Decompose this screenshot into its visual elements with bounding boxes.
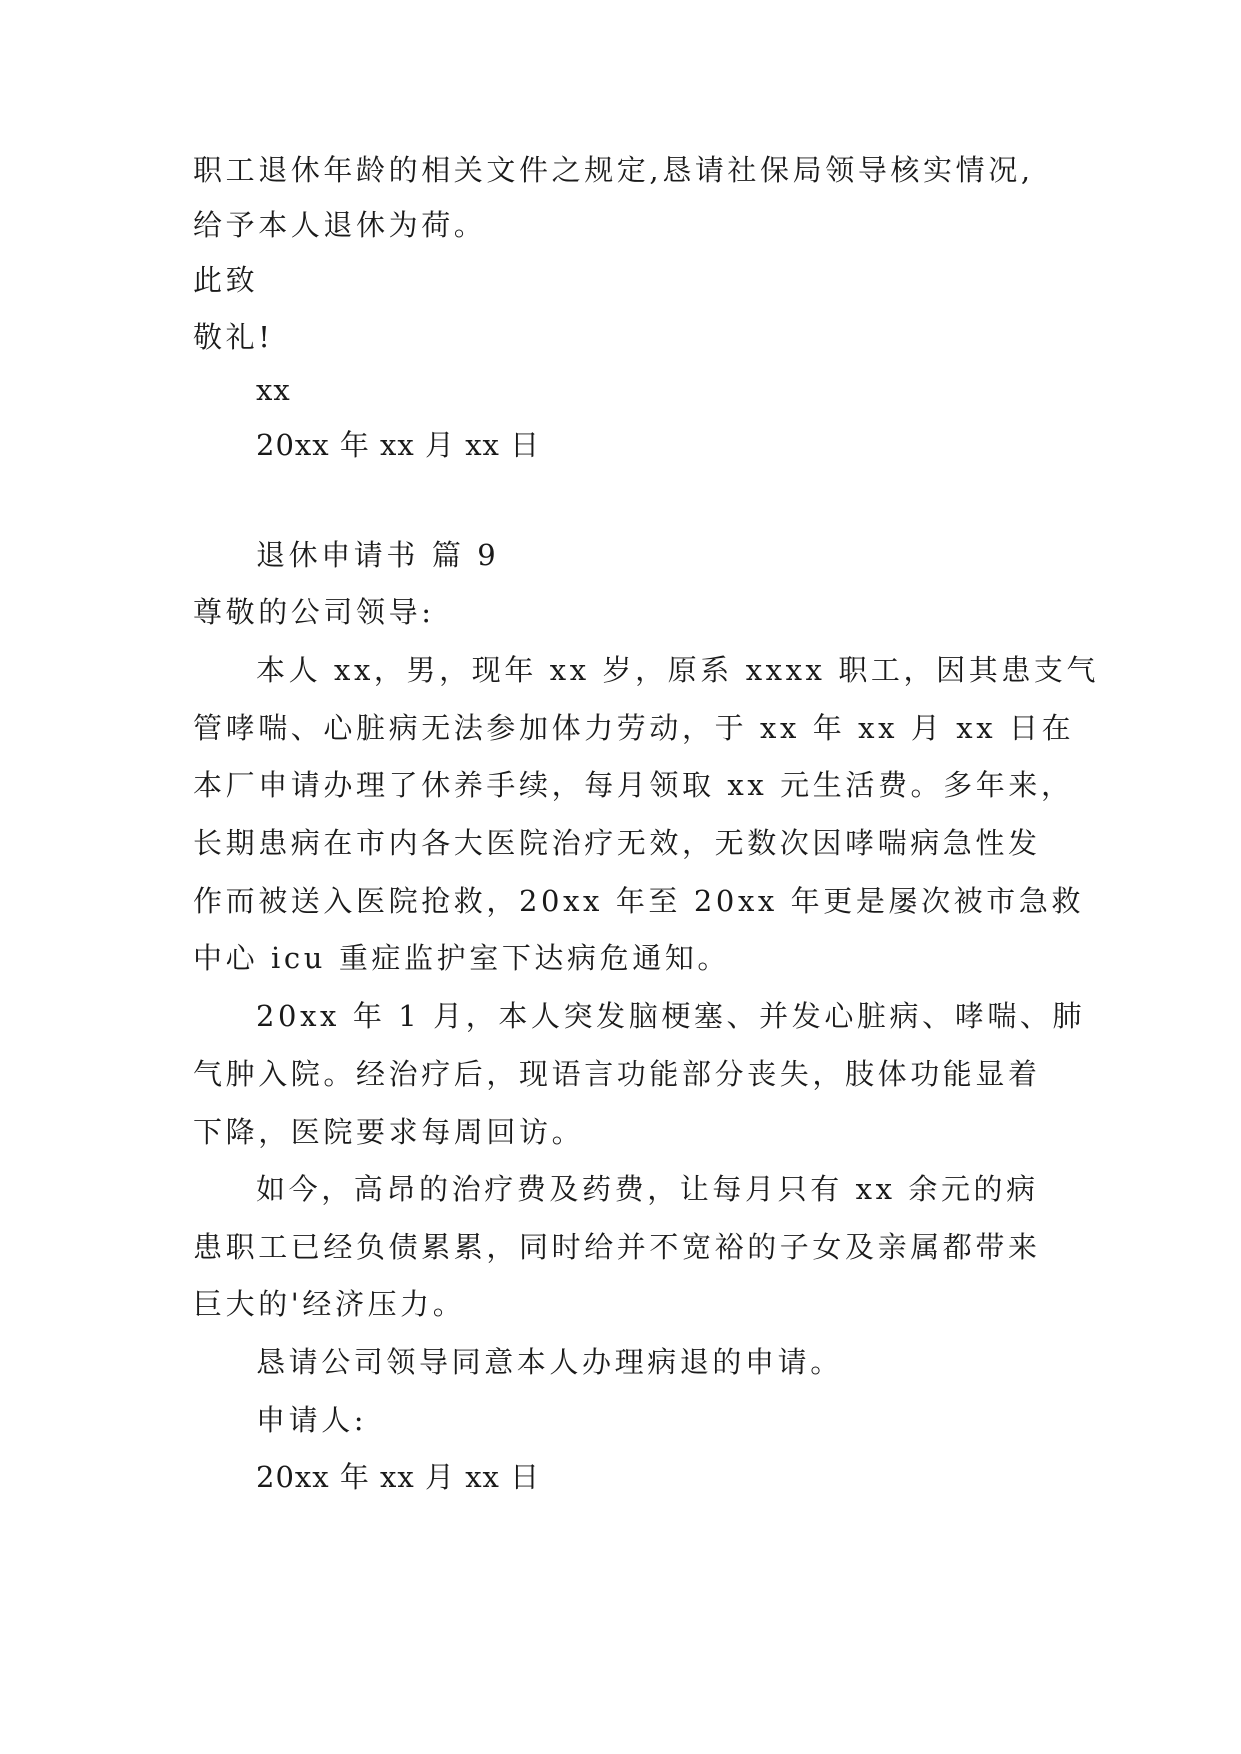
paragraph-line: 管哮喘、心脏病无法参加体力劳动，于 xx 年 xx 月 xx 日在 — [193, 711, 1075, 745]
paragraph-line: 作而被送入医院抢救，20xx 年至 20xx 年更是屡次被市急救 — [193, 884, 1085, 918]
paragraph-line: 患职工已经负债累累，同时给并不宽裕的子女及亲属都带来 — [193, 1230, 1041, 1264]
closing-line: 敬礼! — [193, 320, 274, 354]
signature: xx — [256, 373, 291, 407]
paragraph-line: 如今，高昂的治疗费及药费，让每月只有 xx 余元的病 — [256, 1172, 1039, 1206]
paragraph-line: 气肿入院。经治疗后，现语言功能部分丧失，肢体功能显着 — [193, 1057, 1041, 1091]
section-heading: 退休申请书 篇 9 — [256, 538, 500, 572]
paragraph-line: 20xx 年 1 月，本人突发脑梗塞、并发心脏病、哮喘、肺 — [256, 999, 1086, 1033]
paragraph-line: 长期患病在市内各大医院治疗无效，无数次因哮喘病急性发 — [193, 826, 1041, 860]
request-line: 恳请公司领导同意本人办理病退的申请。 — [256, 1345, 843, 1379]
closing-line: 此致 — [193, 263, 259, 297]
salutation: 尊敬的公司领导: — [193, 595, 435, 629]
paragraph-line: 职工退休年龄的相关文件之规定,恳请社保局领导核实情况, — [193, 153, 1034, 187]
applicant-label: 申请人: — [256, 1403, 368, 1437]
date-line: 20xx 年 xx 月 xx 日 — [256, 428, 541, 462]
paragraph-line: 本人 xx，男，现年 xx 岁，原系 xxxx 职工，因其患支气 — [256, 653, 1100, 687]
paragraph-line: 下降，医院要求每周回访。 — [193, 1115, 585, 1149]
paragraph-line: 中心 icu 重症监护室下达病危通知。 — [193, 941, 731, 975]
date-line: 20xx 年 xx 月 xx 日 — [256, 1460, 541, 1494]
paragraph-line: 本厂申请办理了休养手续，每月领取 xx 元生活费。多年来， — [193, 768, 1074, 802]
paragraph-line: 巨大的'经济压力。 — [193, 1287, 466, 1321]
paragraph-line: 给予本人退休为荷。 — [193, 208, 487, 242]
